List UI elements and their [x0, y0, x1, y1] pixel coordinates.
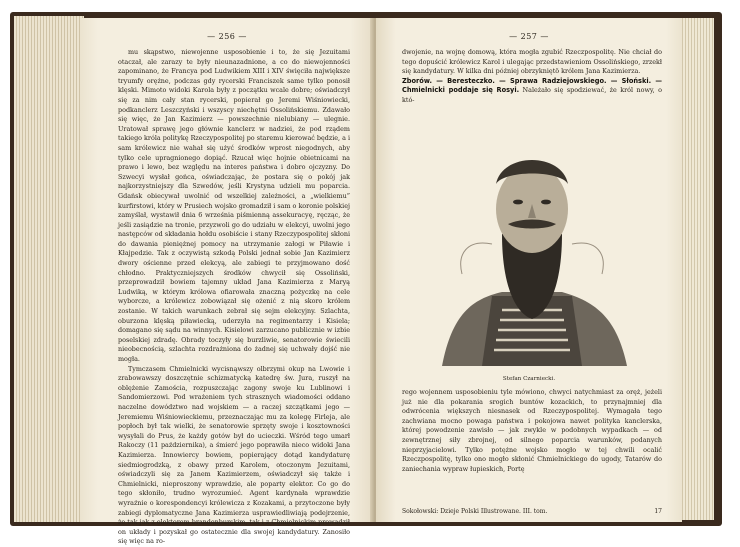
section-lead: Należało się spodziewać, że król nowy, o któ- [402, 86, 662, 104]
right-top-paragraph: dwojenie, na wojnę domową, która mogła zgubić Rzeczpospolitę. Nie chciał do tego dopuścić królewicz Karol i ulegając przedstawieniom Ossolińskiego, zrzekł się kandydatury. W kilka dni później obrzykniętö królem Jana Kazimierza. [402, 48, 662, 76]
page-edges-left [14, 16, 84, 522]
left-page-number: — 256 — [207, 32, 247, 41]
portrait-illustration [432, 114, 632, 366]
page-footer [402, 508, 662, 515]
right-page-number: — 257 — [509, 32, 549, 41]
section-heading: Zborów. — Beresteczko. — Sprawa Radziejowskiego. — Słoński. — Chmielnicki poddaje się Rosyi. [402, 76, 662, 95]
right-page [376, 18, 682, 522]
footer-citation: Sokołowski: Dzieje Polski Illustrowane. III. tom. [402, 508, 548, 515]
right-page-top-text [402, 48, 662, 106]
page-edges-right [680, 18, 714, 520]
right-page-bottom-text [402, 388, 662, 474]
left-paragraph-2: Tymczasem Chmielnicki wycisnąwszy olbrzymi okup na Lwowie i zrabowawszy doszczętnie schizmatycką katedrę św. Jura, ruszył na oblężenie Zamościa, rozpuszczając zagony swoje ku Lublinowi i Sandomierzowi. Pod wrażeniem tych strasznych wiadomości oddano naczelne dowództwo nad wojskiem — a raczej szczątkami jego — Jeremiemu Wiśniowieckiemu, przeznaczając mu za kolegę Firleja, ale popłoch był tak wielki, że senatorowie sprzęty swoje i kosztowności wysyłali do Prus, że każdy gotów był do ucieczki. Wśród tego umarł Rakoczy (11 października), a śmierć jego poprawiła nieco widoki Jana Kazimierza. Innowiercy bowiem, popierający dotąd kandydaturę siedmiogrodzką, z obawy przed Karolem, otoczonym Jezuitami, oświadczyli się za Janem Kazimierzem, oświadczył się także i Chmielnicki, nieproszony wprawdzie, ale poparty elektor. Co go do tego skłoniło, trudno wyrozumieć. Agent kardynała wprawdzie wyraźnie o korespondencyi królewicza z Kozakami, a przytoczone były zabiegi dyplomatyczne Jana Kazimierza usprawiedliwiają podejrzenie, że tak jak z elektorem brandenburskim, tak i z Chmielnickim prowadził on układy i pozyskał go ostatecznie dla swojej kandydatury. Zanosiło się więc na ro- [118, 364, 350, 546]
right-bottom-paragraph: rego wojennem usposobieniu tyle mówiono, chwyci natychmiast za oręż, jeżeli już nie dla pokarania srogich buntów kozackich, to przynajmniej dla odwrócenia większych niesnasek od Rzeczypospolitej. Wymagała tego zachwiana mocno powaga państwa i pokojowa nawet polityka kanclerska, której powodzenie zawisło — jak zwykle w podobnych wypadkach — od zewnętrznej siły zbrojnej, od silnego poparcia warunków, podanych nieprzyjacielowi. Tylko potężne wojsko mogło w tej chwili ocalić Rzeczpospolitę, tylko ono mogło skłonić Chmielnickiego do ugody, Tatarów do zaniechania wypraw łupieskich, Portę [402, 388, 662, 473]
left-page-text [118, 48, 350, 547]
portrait-caption: Stefan Czarniecki. [502, 376, 556, 382]
footer-signature-number: 17 [654, 508, 662, 515]
section-block [402, 77, 662, 106]
left-paragraph-1: mu skąpstwo, niewojenne usposobienie i to, że się Jezuitami otaczał, ale zarazy te były nieunazadnione, a co do niewojenności zapominano, że Francya pod Ludwikiem XIII i XIV święciła największe tryumfy orężne, podczas gdy rycerski Franciszek same tylko ponosił klęski. Mimoto widoki Karola były z początku wcale dobre; oświadczył się za nim cały stan rycerski, popierał go Jeremi Wiśniowiecki, podkanclerz Leszczyński i wszyscy niechętni Ossolińskiemu. Zdawało się więc, że Jan Kazimierz — powszechnie nielubiany — ulegnie. Uratował sprawę jego głównie kanclerz w nadziei, że pod rządem takiego króla politykę Rzeczypospolitej po staremu kierować będzie, a i sam królewicz nie wahał się użyć środków wprost niegodnych, aby tylko cele upragnionego dopiąć. Rzucał więc hojnie obietnicami na prawo i lewo, bez względu na interes państwa i dobro ojczyzny. Do Szwecyi wysłał gońca, oświadczając, że postara się o pokój jak najkorzystniejszy dla Szwedów, jeśli Krystyna udzieli mu poparcia. Gdańsk obiecywał uwolnić od wszelkiej zależności, a „wielkiemu” kurfirstowi, który w Prusiech wojsko gromadził i sam o koronie polskiej zamyślał, wystawił dnia 6 września piśmienną assekuracyę, ręcząc, że jeśli zasiądzie na tronie, przyzwoli go do udziału w elekcyi, uwolni jego następców od składania hołdu osobiście i stany Rzeczypospolitej skłoni do dawania pieniężnej pomocy na utrzymanie załogi w Piławie i Kłajpedzie. Tak z oczywistą szkodą Polski jednał sobie Jan Kazimierz dwory ościenne przed elekcyą, ale zabiegi te przyjmowano dość chłodno. Praktyczniejszych środków chwycił się Ossoliński, przeprowadził bowiem tajemny układ Jana Kazimierza z Maryą Ludwiką, w którym królowa ofiarowała znaczną pożyczkę na cele wyborcze, a królewicz zobowiązał się ożenić z nią skoro królem zostanie. W takich warunkach zebrał się sejm elekcyjny. Szlachta, oburzona klęską piławiecką, uderzyła na regimentarzy i Kisiela; domagano się sądu na winnych. Kisielowi zarzucano publicznie w izbie poselskiej zdradę. Obrady toczyły się burzliwie, senatorowie świecili nieobecnością, szlachta rozdrażniona do żadnej się uchwały dojść nie mogła. [118, 48, 350, 363]
left-page [80, 18, 374, 546]
